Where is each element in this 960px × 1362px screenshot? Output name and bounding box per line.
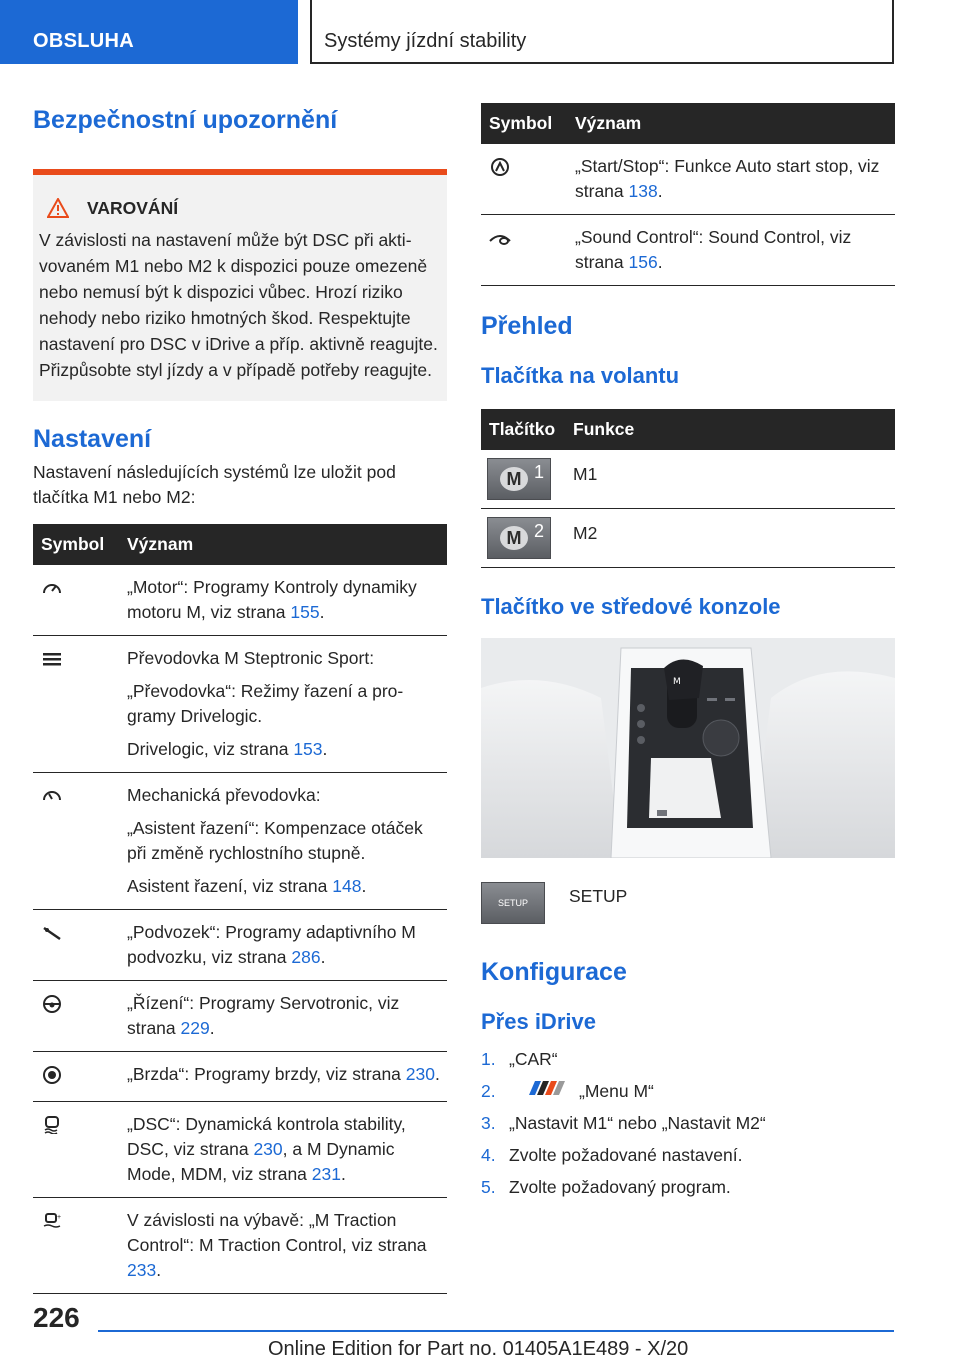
page-link[interactable]: 230: [405, 1064, 435, 1084]
heading-config: Konfigurace: [481, 958, 627, 986]
table-row: [481, 450, 895, 509]
step-number: 1.: [481, 1049, 496, 1069]
col-button-header: Tlačítko: [481, 409, 565, 450]
setup-symbol-cell: [481, 874, 561, 932]
row-text-part: .: [657, 181, 663, 201]
table-row: [33, 1102, 447, 1198]
row-text-part: „Motor“: Programy Kontroly dynamiky motoru M, viz strana: [127, 577, 417, 622]
page-link[interactable]: 229: [180, 1018, 210, 1038]
row-text: [127, 1112, 441, 1187]
shift-assist-icon: [41, 787, 63, 805]
row-text: [127, 816, 441, 866]
symbols-table-header: [481, 103, 895, 144]
table-row: [33, 636, 447, 773]
row-text-part: .: [156, 1260, 162, 1280]
row-text-part: „Start/Stop“: Funkce Auto start stop, viz strana: [575, 156, 880, 201]
meaning-cell: [119, 981, 447, 1052]
col-function-header: Funkce: [565, 409, 895, 450]
table-row: [33, 1198, 447, 1294]
suspension-icon: [41, 924, 63, 942]
brake-icon: [41, 1066, 63, 1084]
col-meaning-header: Význam: [567, 103, 895, 144]
steering-icon: [41, 995, 63, 1013]
meaning-cell: [567, 144, 895, 215]
step-text: „Nastavit M1“ nebo „Nastavit M2“: [509, 1113, 766, 1133]
row-text-part: .: [434, 1064, 440, 1084]
meaning-cell: [119, 910, 447, 981]
heading-wheel-buttons: Tlačítka na volantu: [481, 363, 680, 388]
row-text: [127, 874, 441, 899]
meaning-cell: [119, 1102, 447, 1198]
row-text-part: Drivelogic, viz strana: [127, 739, 294, 759]
table-row: [481, 215, 895, 286]
svg-text:M: M: [673, 677, 681, 687]
row-text-part: „Podvozek“: Programy adaptivního M podvozku, viz strana: [127, 922, 416, 967]
heading-console-button: Tlačítko ve středové konzole: [481, 594, 781, 619]
step-number: 4.: [481, 1145, 496, 1165]
m2-button-icon: [487, 517, 551, 559]
meaning-cell: [119, 565, 447, 636]
step-number: 3.: [481, 1113, 496, 1133]
row-text-part: .: [340, 1164, 346, 1184]
row-text-part: V závislosti na výbavě: „M Traction Control“: M Traction Control, viz strana: [127, 1210, 427, 1255]
warning-header: [47, 195, 441, 221]
table-row: [481, 509, 895, 568]
row-text: [127, 1208, 441, 1283]
page-link[interactable]: 156: [628, 252, 658, 272]
warning-text: V závislosti na nastavení může být DSC při aktivovaném M1 nebo M2 k dispozici pouze omezeně nebo nemusí být k dispozici vůbec. Hrozí riziko nehody nebo riziko hmotných škod. Respektujte nastavení pro DSC v iDrive a příp. aktivně reagujte. Přizpůsobte styl jízdy a v případě potřeby reagujte.: [39, 230, 438, 380]
m1-button-icon: [487, 458, 551, 500]
chapter-title: Systémy jízdní stability: [324, 30, 527, 52]
settings-intro: Nastavení následujících systémů lze uložit pod tlačítka M1 nebo M2:: [33, 462, 396, 507]
page-link[interactable]: 155: [290, 602, 320, 622]
page-link[interactable]: 233: [127, 1260, 157, 1280]
symbol-cell: [33, 636, 119, 773]
console-button-table: [481, 874, 895, 932]
page-link[interactable]: 148: [332, 876, 362, 896]
row-text: [575, 154, 889, 204]
row-text-part: „Brzda“: Programy brzdy, viz strana: [127, 1064, 406, 1084]
button-cell: [481, 509, 565, 568]
row-text: [127, 646, 441, 671]
row-text-part: .: [319, 602, 325, 622]
symbol-cell: [33, 1198, 119, 1294]
meaning-cell: [119, 1198, 447, 1294]
wheel-buttons-table: [481, 409, 895, 568]
row-text-part: .: [361, 876, 367, 896]
row-text-part: „Řízení“: Programy Servotronic, viz strana: [127, 993, 400, 1038]
row-text: [127, 575, 441, 625]
row-text: [575, 225, 889, 275]
page-link[interactable]: 138: [628, 181, 658, 201]
table-row: [33, 981, 447, 1052]
row-text-part: „DSC“: Dynamická kontrola stability, DSC, viz strana: [127, 1114, 406, 1159]
list-item: [481, 1171, 895, 1203]
list-item: [481, 1107, 895, 1139]
symbol-cell: [481, 144, 567, 215]
page-link[interactable]: 153: [293, 739, 323, 759]
row-text: [127, 991, 441, 1041]
setup-label: SETUP: [569, 886, 628, 906]
list-item: [481, 1075, 895, 1107]
m-logo-icon: M: [500, 526, 528, 550]
symbol-cell: [33, 565, 119, 636]
config-steps: [481, 1043, 895, 1203]
symbols-table: [481, 103, 895, 286]
traction-control-icon: [41, 1212, 63, 1230]
symbol-cell: [33, 910, 119, 981]
heading-safety: Bezpečnostní upozornění: [33, 106, 338, 134]
meaning-cell: [567, 215, 895, 286]
start-stop-icon: [489, 158, 511, 176]
chapter-title-box: [310, 0, 894, 64]
row-text: [127, 783, 441, 808]
m-stripes-icon: [523, 1075, 569, 1107]
list-item: [481, 1139, 895, 1171]
col-symbol-header: Symbol: [481, 103, 567, 144]
symbol-cell: [33, 1052, 119, 1102]
table-row: [33, 1052, 447, 1102]
step-number: 5.: [481, 1177, 496, 1197]
gearbox-steptronic-icon: [41, 650, 63, 668]
function-cell: M2: [565, 509, 895, 568]
settings-table-header: [33, 524, 447, 565]
center-console-photo: [481, 638, 895, 858]
dsc-icon: [41, 1116, 63, 1134]
heading-overview: Přehled: [481, 312, 573, 340]
row-text-part: „Asistent řazení“: Kompenzace otáček při změně rychlostního stupně.: [127, 818, 423, 863]
warning-triangle-icon: [47, 198, 69, 218]
symbol-cell: [33, 1102, 119, 1198]
row-text-part: .: [209, 1018, 215, 1038]
sound-control-icon: [489, 229, 511, 247]
table-row: [33, 910, 447, 981]
function-cell: M1: [565, 450, 895, 509]
warning-box: [33, 169, 447, 401]
button-cell: [481, 450, 565, 509]
col-symbol-header: Symbol: [33, 524, 119, 565]
gauge-icon: [41, 579, 63, 597]
row-text-part: , a M Dynamic Mode, MDM, viz strana: [127, 1139, 395, 1184]
right-column: [481, 103, 895, 1203]
section-tab: [0, 0, 298, 64]
step-number: 2.: [481, 1081, 496, 1101]
step-text: Zvolte požadovaný program.: [509, 1177, 731, 1197]
page-link[interactable]: 231: [311, 1164, 341, 1184]
setup-button-icon: SETUP: [481, 882, 545, 924]
row-text-part: Asistent řazení, viz strana: [127, 876, 333, 896]
footer-edition: Online Edition for Part no. 01405A1E489 - X/20: [268, 1338, 689, 1360]
heading-idrive: Přes iDrive: [481, 1009, 596, 1034]
symbol-cell: [481, 215, 567, 286]
table-row: [33, 565, 447, 636]
section-label: OBSLUHA: [33, 30, 134, 52]
page-number: 226: [33, 1302, 80, 1333]
left-column: [33, 100, 447, 1294]
row-text-part: .: [320, 947, 326, 967]
m-logo-icon: M: [500, 467, 528, 491]
row-text-part: .: [322, 739, 328, 759]
row-text: [127, 1062, 441, 1087]
warning-label: VAROVÁNÍ: [87, 198, 179, 218]
wheel-table-header: [481, 409, 895, 450]
meaning-cell: [119, 636, 447, 773]
list-item: [481, 1043, 895, 1075]
row-text: [127, 737, 441, 762]
meaning-cell: [119, 773, 447, 910]
table-row: [481, 144, 895, 215]
meaning-cell: [119, 1052, 447, 1102]
row-text: [127, 920, 441, 970]
row-text: [127, 679, 441, 729]
button-number: 2: [533, 521, 544, 541]
step-text: „CAR“: [509, 1049, 558, 1069]
symbol-cell: [33, 981, 119, 1052]
setup-row: [481, 874, 895, 932]
row-text-part: Mechanická převodovka:: [127, 785, 321, 805]
center-console-illustration: [481, 638, 895, 858]
settings-table: [33, 524, 447, 1294]
svg-text:+: +: [57, 1214, 62, 1221]
symbol-cell: [33, 773, 119, 910]
footer-line: [98, 1330, 894, 1332]
row-text-part: Převodovka M Steptronic Sport:: [127, 648, 375, 668]
button-number: 1: [533, 462, 544, 482]
page-link[interactable]: 230: [253, 1139, 283, 1159]
row-text-part: .: [657, 252, 663, 272]
col-meaning-header: Význam: [119, 524, 447, 565]
row-text-part: „Převodovka“: Režimy řazení a programy Drivelogic.: [127, 681, 404, 726]
page-link[interactable]: 286: [291, 947, 321, 967]
step-text: „Menu M“: [579, 1081, 654, 1101]
table-row: [33, 773, 447, 910]
step-text: Zvolte požadované nastavení.: [509, 1145, 743, 1165]
heading-settings: Nastavení: [33, 425, 152, 453]
row-text-part: „Sound Control“: Sound Control, viz strana: [575, 227, 852, 272]
